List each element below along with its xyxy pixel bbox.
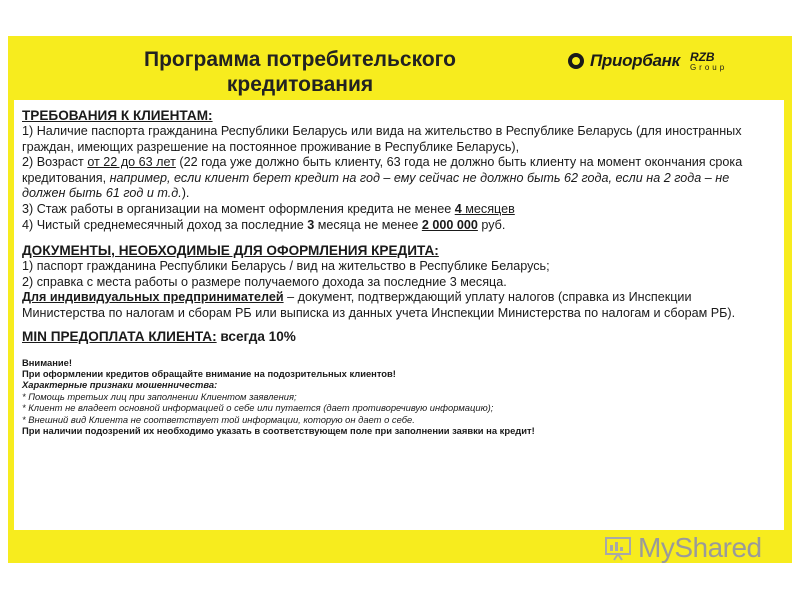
notice-line-3: При наличии подозрений их необходимо указать в соответствующем поле при заполнении заявки на кредит!	[22, 424, 535, 436]
presentation-icon	[604, 535, 634, 561]
requirement-2-suffix: ).	[181, 186, 190, 201]
experience-months: 4	[454, 201, 462, 216]
requirement-2	[22, 155, 774, 202]
income-months: 3	[307, 217, 315, 232]
priorbank-logo-icon	[568, 53, 584, 69]
requirements-heading: ТРЕБОВАНИЯ К КЛИЕНТАМ:	[22, 108, 213, 123]
entrepreneurs-note	[22, 290, 774, 321]
requirement-4-mid: месяца не менее	[314, 217, 422, 232]
page-title: Программа потребительского кредитования	[144, 48, 456, 96]
entrepreneurs-label: Для индивидуальных предпринимателей	[22, 290, 284, 305]
requirement-2-text: (22 года уже должно быть клиенту, 63 года не должно быть клиенту на момент окончания срока кредитования,	[22, 155, 743, 185]
requirement-2-prefix: 2) Возраст	[22, 155, 88, 170]
requirement-1: 1) Наличие паспорта гражданина Республики Беларусь или вида на жительство в Республике Беларусь (для иностранных граждан, имеющих разрешение на постоянное проживание в Республике Беларусь),	[22, 124, 742, 154]
attention-label: Внимание!	[22, 356, 72, 368]
experience-unit: месяцев	[461, 201, 515, 216]
documents-heading: ДОКУМЕНТЫ, НЕОБХОДИМЫЕ ДЛЯ ОФОРМЛЕНИЯ КРЕДИТА:	[22, 243, 439, 259]
watermark-text: MyShared	[638, 532, 762, 563]
notice-line-2: Характерные признаки мошенничества:	[22, 379, 218, 391]
requirement-4-prefix: 4) Чистый среднемесячный доход за последние	[22, 217, 308, 232]
watermark	[604, 532, 762, 564]
rzb-group-logo	[690, 51, 727, 72]
age-range: от 22 до 63 лет	[87, 155, 176, 170]
content-panel	[14, 100, 784, 530]
logo-brand: Приорбанк	[590, 51, 680, 70]
fraud-sign-2: * Клиент не владеет основной информацией о себе или путается (дает противоречивую информацию);	[22, 402, 494, 414]
income-amount: 2 000 000	[421, 217, 478, 232]
requirement-3	[22, 202, 774, 218]
bank-logo	[568, 48, 778, 74]
requirement-3-prefix: 3) Стаж работы в организации на момент оформления кредита не менее	[22, 201, 455, 216]
prepayment-line	[22, 328, 774, 345]
prepayment-label: MIN ПРЕДОПЛАТА КЛИЕНТА:	[22, 328, 217, 344]
document-2: 2) справка с места работы о размере получаемого дохода за последние 3 месяца.	[22, 274, 507, 289]
group-label: Group	[689, 62, 728, 72]
requirement-4	[22, 218, 774, 234]
fraud-sign-1: * Помощь третьих лиц при заполнении Клиентом заявления;	[22, 390, 297, 402]
requirement-4-suffix: руб.	[477, 217, 506, 232]
entrepreneurs-text: – документ, подтверждающий уплату налогов (справка из Инспекции Министерства по налогам и сборам РБ или выписка из данных учета Инспекции Министерства по налогам и сборам РБ).	[22, 290, 736, 320]
rzb-label: RZB	[689, 49, 715, 64]
document-1: 1) паспорт гражданина Республики Беларусь / вид на жительство в Республике Беларусь;	[22, 259, 550, 274]
requirement-2-example: например, если клиент берет кредит на год – ему сейчас не должно быть 62 года, если на 2 года – не должен быть 61 год и т.д.	[22, 170, 730, 201]
prepayment-value: всегда 10%	[216, 328, 296, 344]
notice-line-1: При оформлении кредитов обращайте внимание на подозрительных клиентов!	[22, 367, 396, 379]
fraud-sign-3: * Внешний вид Клиента не соответствует той информации, которую он дает о себе.	[22, 413, 415, 425]
